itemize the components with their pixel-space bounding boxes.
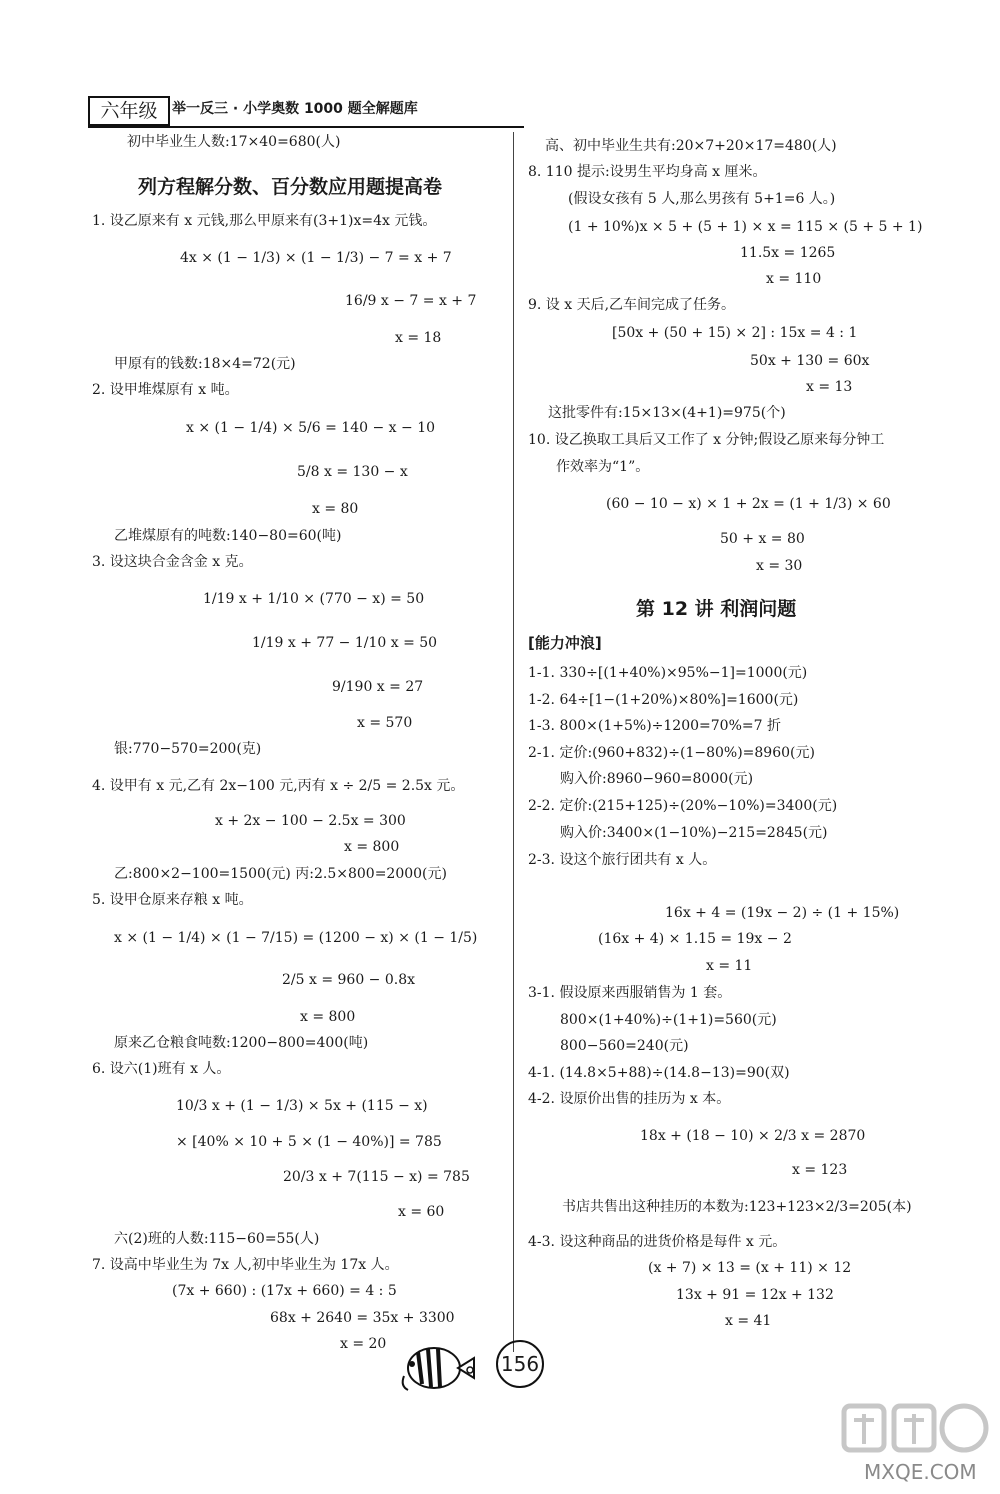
- equation-line: 2/5 x = 960 − 0.8x: [282, 972, 416, 988]
- equation-line: [50x + (50 + 15) × 2] : 15x = 4 : 1: [612, 325, 858, 341]
- equation-line: 5/8 x = 130 − x: [297, 464, 408, 480]
- left-section-title: 列方程解分数、百分数应用题提高卷: [138, 176, 443, 198]
- book-title: 举一反三 · 小学奥数 1000 题全解题库: [172, 101, 418, 117]
- left-top-line: 初中毕业生人数:17×40=680(人): [127, 134, 341, 150]
- text-line: 1. 设乙原来有 x 元钱,那么甲原来有(3+1)x=4x 元钱。: [92, 213, 437, 229]
- equation-line: (7x + 660) : (17x + 660) = 4 : 5: [172, 1283, 397, 1299]
- text-line: 书店共售出这种挂历的本数为:123+123×2/3=205(本): [562, 1199, 912, 1215]
- equation-line: (1 + 10%)x × 5 + (5 + 1) × x = 115 × (5 + 5 + 1): [568, 219, 923, 235]
- equation-line: x = 20: [340, 1336, 387, 1352]
- text-line: 800−560=240(元): [560, 1038, 689, 1054]
- equation-line: x = 800: [300, 1009, 356, 1025]
- column-divider: [513, 132, 514, 1352]
- equation-line: x + 2x − 100 − 2.5x = 300: [215, 813, 406, 829]
- equation-line: x = 13: [806, 379, 853, 395]
- watermark-url: MXQE.COM: [864, 1460, 977, 1484]
- equation-line: x = 570: [357, 715, 413, 731]
- text-line: 乙堆煤原有的吨数:140−80=60(吨): [114, 528, 342, 544]
- equation-line: x = 80: [312, 501, 359, 517]
- equation-line: 50 + x = 80: [720, 531, 805, 547]
- text-line: 原来乙仓粮食吨数:1200−800=400(吨): [114, 1035, 369, 1051]
- equation-line: (60 − 10 − x) × 1 + 2x = (1 + 1/3) × 60: [606, 496, 891, 512]
- equation-line: x = 11: [706, 958, 753, 974]
- text-line: 作效率为“1”。: [556, 459, 650, 475]
- text-line: 甲原有的钱数:18×4=72(元): [114, 356, 296, 372]
- text-line: 银:770−570=200(克): [114, 741, 262, 757]
- text-line: 乙:800×2−100=1500(元) 丙:2.5×800=2000(元): [114, 866, 447, 882]
- equation-line: 16/9 x − 7 = x + 7: [345, 293, 477, 309]
- text-line: 800×(1+40%)÷(1+1)=560(元): [560, 1012, 777, 1028]
- text-line: 9. 设 x 天后,乙车间完成了任务。: [528, 297, 736, 313]
- text-line: 购入价:8960−960=8000(元): [560, 771, 754, 787]
- text-line: 4. 设甲有 x 元,乙有 2x−100 元,丙有 x ÷ 2/5 = 2.5x 元。: [92, 778, 465, 794]
- header-rule: [88, 126, 524, 128]
- equation-line: x × (1 − 1/4) × (1 − 7/15) = (1200 − x) × (1 − 1/5): [114, 930, 478, 946]
- text-line: 5. 设甲仓原来存粮 x 吨。: [92, 892, 253, 908]
- page-header: [88, 96, 524, 124]
- text-line: 高、初中毕业生共有:20×7+20×17=480(人): [545, 138, 837, 154]
- equation-line: x × (1 − 1/4) × 5/6 = 140 − x − 10: [186, 420, 436, 436]
- equation-line: 9/190 x = 27: [332, 679, 424, 695]
- equation-line: 1/19 x + 1/10 × (770 − x) = 50: [203, 591, 425, 607]
- text-line: 1-2. 64÷[1−(1+20%)×80%]=1600(元): [528, 692, 799, 708]
- subsection-label: [能力冲浪]: [528, 634, 602, 652]
- equation-line: (x + 7) × 13 = (x + 11) × 12: [648, 1260, 852, 1276]
- text-line: 3. 设这块合金含金 x 克。: [92, 554, 253, 570]
- equation-line: 50x + 130 = 60x: [750, 353, 870, 369]
- fish-icon: [398, 1336, 478, 1396]
- equation-line: x = 123: [792, 1162, 848, 1178]
- equation-line: x = 18: [395, 330, 442, 346]
- text-line: 8. 110 提示:设男生平均身高 x 厘米。: [528, 164, 767, 180]
- text-line: 2-1. 定价:(960+832)÷(1−80%)=8960(元): [528, 745, 815, 761]
- text-line: 3-1. 假设原来西服销售为 1 套。: [528, 985, 732, 1001]
- text-line: 1-3. 800×(1+5%)÷1200=70%=7 折: [528, 718, 781, 734]
- equation-line: 20/3 x + 7(115 − x) = 785: [283, 1169, 470, 1185]
- text-line: 4-1. (14.8×5+88)÷(14.8−13)=90(双): [528, 1065, 790, 1081]
- text-line: 2-3. 设这个旅行团共有 x 人。: [528, 852, 717, 868]
- text-line: 6. 设六(1)班有 x 人。: [92, 1061, 231, 1077]
- equation-line: x = 60: [398, 1204, 445, 1220]
- text-line: 2-2. 定价:(215+125)÷(20%−10%)=3400(元): [528, 798, 838, 814]
- equation-line: 13x + 91 = 12x + 132: [676, 1287, 834, 1303]
- equation-line: x = 800: [344, 839, 400, 855]
- equation-line: x = 110: [766, 271, 822, 287]
- equation-line: 11.5x = 1265: [740, 245, 836, 261]
- equation-line: 1/19 x + 77 − 1/10 x = 50: [252, 635, 438, 651]
- text-line: (假设女孩有 5 人,那么男孩有 5+1=6 人。): [568, 191, 836, 207]
- equation-line: 16x + 4 = (19x − 2) ÷ (1 + 15%): [665, 905, 900, 921]
- equation-line: 10/3 x + (1 − 1/3) × 5x + (115 − x): [176, 1098, 428, 1114]
- text-line: 4-2. 设原价出售的挂历为 x 本。: [528, 1091, 731, 1107]
- text-line: 10. 设乙换取工具后又工作了 x 分钟;假设乙原来每分钟工: [528, 432, 885, 448]
- right-section-title: 第 12 讲 利润问题: [636, 598, 797, 620]
- text-line: 1-1. 330÷[(1+40%)×95%−1]=1000(元): [528, 665, 808, 681]
- text-line: 六(2)班的人数:115−60=55(人): [114, 1231, 320, 1247]
- equation-line: x = 41: [725, 1313, 772, 1329]
- equation-line: (16x + 4) × 1.15 = 19x − 2: [598, 931, 792, 947]
- equation-line: x = 30: [756, 558, 803, 574]
- page-number: 156: [496, 1340, 544, 1388]
- text-line: 4-3. 设这种商品的进货价格是每件 x 元。: [528, 1234, 787, 1250]
- equation-line: 18x + (18 − 10) × 2/3 x = 2870: [640, 1128, 866, 1144]
- grade-label: 六年级: [88, 96, 170, 126]
- text-line: 这批零件有:15×13×(4+1)=975(个): [548, 405, 786, 421]
- equation-line: 68x + 2640 = 35x + 3300: [270, 1310, 455, 1326]
- text-line: 2. 设甲堆煤原有 x 吨。: [92, 382, 239, 398]
- text-line: 购入价:3400×(1−10%)−215=2845(元): [560, 825, 828, 841]
- text-line: 7. 设高中毕业生为 7x 人,初中毕业生为 17x 人。: [92, 1257, 399, 1273]
- equation-line: 4x × (1 − 1/3) × (1 − 1/3) − 7 = x + 7: [180, 250, 452, 266]
- equation-line: × [40% × 10 + 5 × (1 − 40%)] = 785: [176, 1134, 442, 1150]
